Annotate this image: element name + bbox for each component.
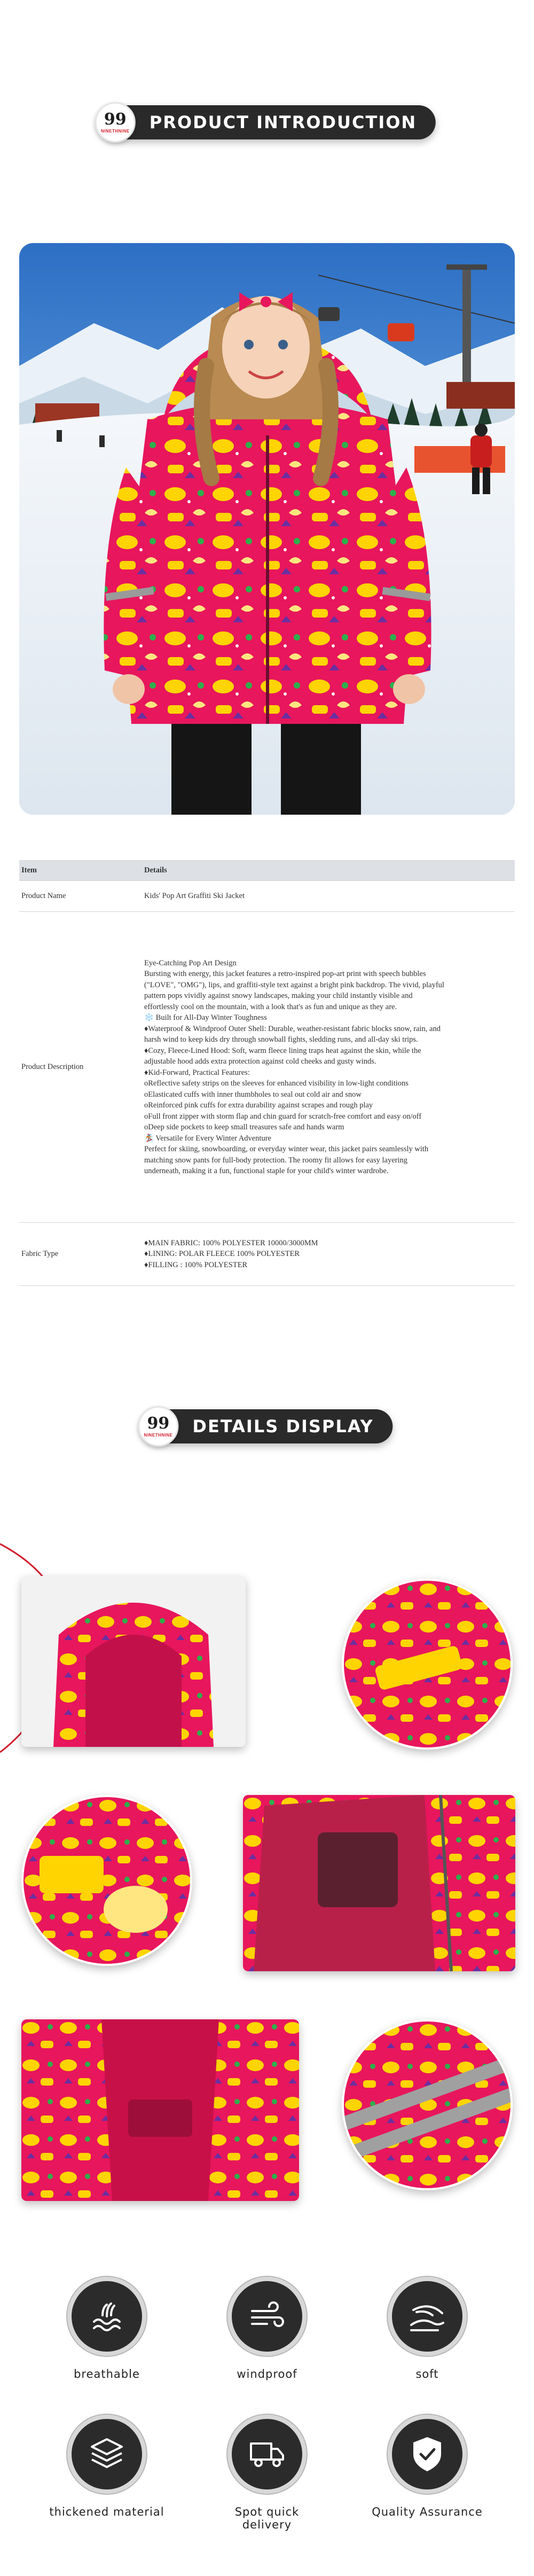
feature-label: Spot quick delivery <box>234 2505 300 2531</box>
description-line: pattern pops vividly against snowy landscapes, making your child instantly visible and <box>144 992 413 1000</box>
feature-thickened <box>48 2415 166 2518</box>
description-text <box>142 912 515 1223</box>
hood-detail-illustration <box>21 1576 246 1747</box>
description-line: underneath, making it a fun, functional staple for your child's winter wardrobe. <box>144 1167 389 1175</box>
shield-check-icon <box>388 2415 467 2494</box>
details-header <box>0 1409 534 1452</box>
table-header-details: Details <box>142 861 515 881</box>
table-row <box>19 1223 515 1286</box>
detail-photo-hood <box>21 1576 246 1747</box>
description-line: ♦Waterproof & Windproof Outer Shell: Durable, weather-resistant fabric blocks snow, rain, and <box>144 1024 441 1033</box>
feature-label: breathable <box>74 2368 140 2380</box>
description-line: oReinforced pink cuffs for extra durability against scrapes and rough play <box>144 1101 373 1110</box>
fabric-line: ♦MAIN FABRIC: 100% POLYESTER 10000/3000MM <box>144 1238 318 1247</box>
description-line: Bursting with energy, this jacket features a retro-inspired pop-art print with speech bubbles <box>144 970 426 978</box>
detail-circle-collar <box>342 1579 513 1750</box>
detail-photo-inside <box>21 2019 299 2201</box>
detail-circle-pattern <box>21 1795 192 1966</box>
description-line: adjustable hood adds extra protection against cold cheeks and gusty winds. <box>144 1057 376 1066</box>
feature-label: Quality Assurance <box>372 2505 483 2518</box>
detail-photo-lining <box>243 1795 515 1971</box>
fabric-line: ♦FILLING : 100% POLYESTER <box>144 1260 248 1269</box>
brand-logo <box>138 1406 178 1447</box>
feather-hand-icon <box>388 2277 467 2356</box>
delivery-truck-icon <box>227 2415 307 2494</box>
description-line: ♦Kid-Forward, Practical Features: <box>144 1068 250 1077</box>
brand-logo-number: 99 <box>147 1414 170 1433</box>
feature-windproof <box>208 2277 326 2380</box>
hero-illustration <box>19 243 515 815</box>
product-name-label: Product Name <box>19 881 142 912</box>
lining-detail-illustration <box>243 1795 515 1971</box>
description-line: matching snow pants for full-body protection. The roomy fit allows for easy layering <box>144 1156 408 1165</box>
collar-detail-illustration <box>344 1581 513 1750</box>
description-line: ♦Cozy, Fleece-Lined Hood: Soft, warm fleece lining traps heat against the skin, while the <box>144 1046 421 1055</box>
description-line: 🏂 Versatile for Every Winter Adventure <box>144 1134 271 1143</box>
fabric-text <box>142 1223 515 1286</box>
table-header-row <box>19 861 515 881</box>
intro-header <box>0 105 534 148</box>
description-line: effortlessly cool on the mountain, with a look that's as fun and unique as they are. <box>144 1002 397 1011</box>
table-row <box>19 912 515 1223</box>
detail-circle-sleeve <box>342 2019 513 2190</box>
description-line: oElasticated cuffs with inner thumbholes to seal out cold air and snow <box>144 1090 362 1099</box>
description-line: ❄️ Built for All-Day Winter Toughness <box>144 1013 267 1022</box>
description-line: Perfect for skiing, snowboarding, or everyday winter wear, this jacket pairs seamlessly with <box>144 1145 429 1153</box>
feature-breathable <box>48 2277 166 2380</box>
intro-title-pill <box>98 105 436 139</box>
description-line: oFull front zipper with storm flap and chin guard for scratch-free comfort and easy on/off <box>144 1112 422 1121</box>
description-line: oReflective safety strips on the sleeves for enhanced visibility in low-light conditions <box>144 1079 409 1088</box>
brand-logo-number: 99 <box>104 110 127 129</box>
product-name-value: Kids' Pop Art Graffiti Ski Jacket <box>142 881 515 912</box>
feature-label: soft <box>415 2368 439 2380</box>
sleeve-detail-illustration <box>344 2021 513 2190</box>
description-line: harsh wind to keep kids dry through snowball fights, sledding runs, and all-day ski trips. <box>144 1035 418 1044</box>
details-title: DETAILS DISPLAY <box>192 1416 374 1437</box>
table-header-item: Item <box>19 861 142 881</box>
feature-delivery <box>208 2415 326 2531</box>
feature-label: windproof <box>237 2368 297 2380</box>
fabric-label: Fabric Type <box>19 1223 142 1286</box>
wind-icon <box>227 2277 307 2356</box>
description-line: Eye-Catching Pop Art Design <box>144 958 237 967</box>
details-title-pill <box>141 1409 392 1443</box>
brand-logo-text: NINETHNINE <box>144 1432 173 1438</box>
brand-logo-text: NINETHNINE <box>100 128 130 134</box>
feature-quality <box>368 2415 486 2518</box>
pattern-detail-illustration <box>23 1797 192 1966</box>
feature-label: thickened material <box>49 2505 164 2518</box>
breathable-waves-icon <box>67 2277 146 2356</box>
spec-table <box>19 860 515 1286</box>
fabric-line: ♦LINING: POLAR FLEECE 100% POLYESTER <box>144 1250 300 1259</box>
brand-logo <box>95 102 136 143</box>
intro-title: PRODUCT INTRODUCTION <box>149 112 417 132</box>
description-label: Product Description <box>19 912 142 1223</box>
inside-detail-illustration <box>21 2019 299 2201</box>
layers-icon <box>67 2415 146 2494</box>
table-row <box>19 881 515 912</box>
feature-soft <box>368 2277 486 2380</box>
description-line: oDeep side pockets to keep small treasures safe and hands warm <box>144 1123 344 1131</box>
hero-product-photo <box>19 243 515 815</box>
description-line: ("LOVE", "OMG"), lips, and graffiti-style text against a bright pink backdrop. The vivid, playful <box>144 980 444 989</box>
